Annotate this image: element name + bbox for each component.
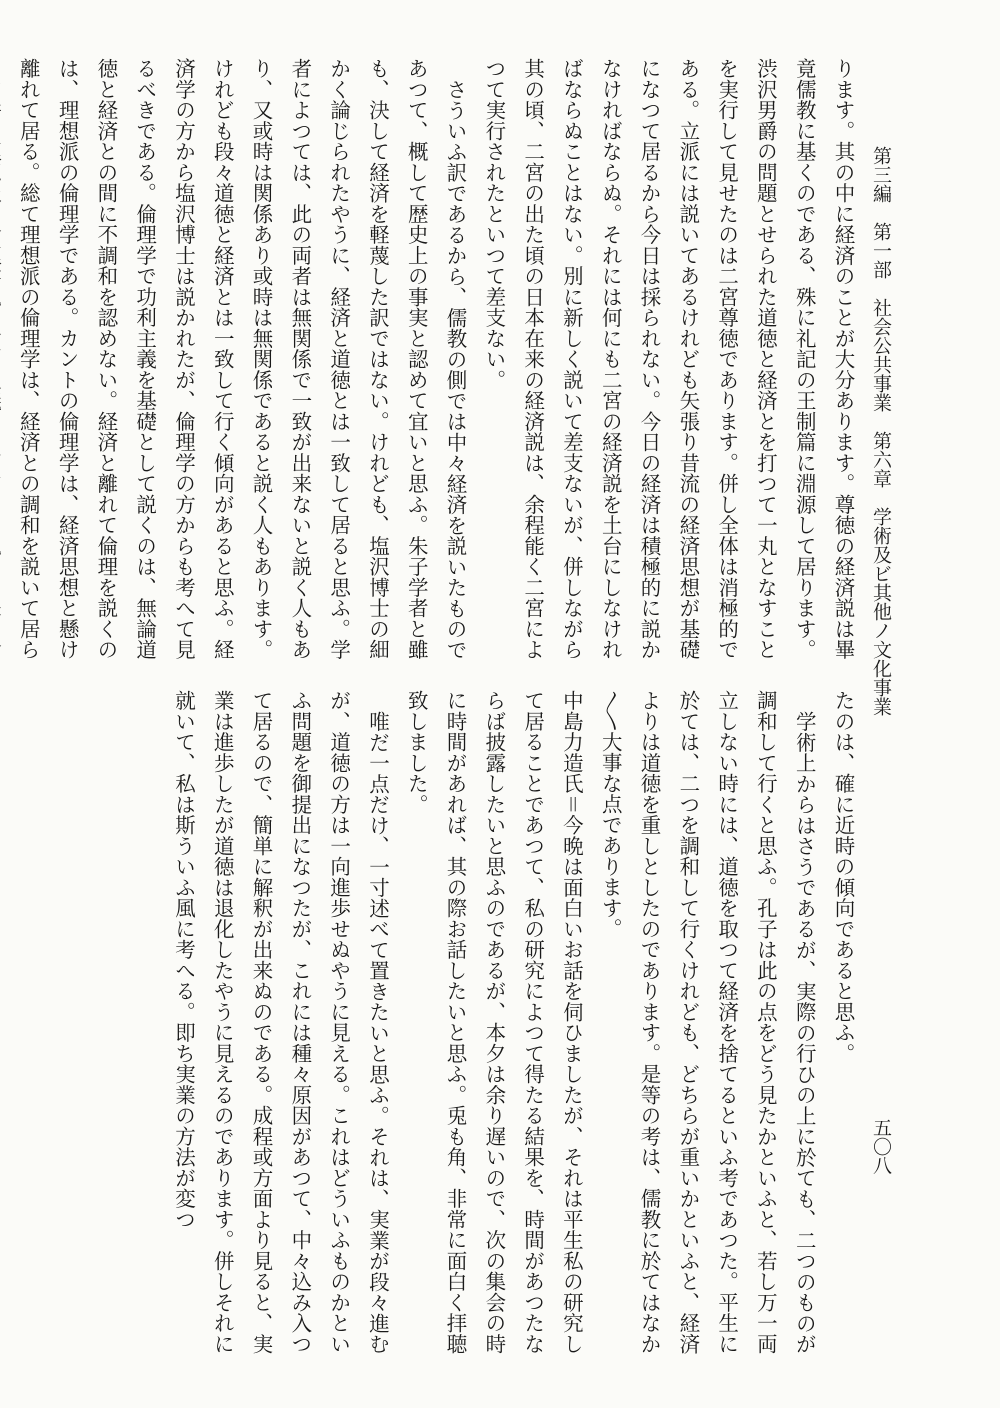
- upper-text-block: [16, 58, 862, 666]
- paragraph: 中島力造氏＝今晩は面白いお話を伺ひましたが、それは平生私の研究して居ることであつて、私の研究によつて得たる結果を、時間があつたならば披露したいと思ふのであるが、本夕は余り遅いので、次の集会の時に時間があれば、其の際お話したいと思ふ。兎も角、非常に面白く拝聴致しました。: [404, 690, 584, 1354]
- page-number: 五〇八: [870, 1118, 892, 1175]
- paragraph: 学術上からはさうであるが、実際の行ひの上に於ても、二つのものが調和して行くと思ふ。孔子は此の点をどう見たかといふと、若し万一両立しない時には、道徳を取つて経済を捨てるといふ考であつた。平生に於ては、二つを調和して行くけれども、どちらが重いかといふと、経済よりは道徳を重しとしたのであります。是等の考は、儒教に於てはなか〳〵大事な点であります。: [598, 690, 817, 1354]
- lower-text-block: [32, 690, 862, 1370]
- paragraph: さういふ訳であるから、儒教の側では中々経済を説いたものであつて、概して歴史上の事実と認めて宜いと思ふ。朱子学者と雖も、決して経済を軽蔑した訳ではない。けれども、塩沢博士の細かく論じられたやうに、経済と道徳とは一致して居ると思ふ。学者によつては、此の両者は無関係で一致が出来ないと説く人もあり、又或時は関係あり或時は無関係であると説く人もあります。けれども段々道徳と経済とは一致して行く傾向があると思ふ。経済学の方から塩沢博士は説かれたが、倫理学の方からも考へて見るべきである。倫理学で功利主義を基礎として説くのは、無論道徳と経済との間に不調和を認めない。経済と離れて倫理を説くのは、理想派の倫理学である。カントの倫理学は、経済思想と懸け離れて居る。総て理想派の倫理学は、経済との調和を説いて居ら: [16, 58, 468, 660]
- paragraph: ります。其の中に経済のことが大分あります。尊徳の経済説は畢竟儒教に基くのである、殊に礼記の王制篇に淵源して居ります。渋沢男爵の問題とせられた道徳と経済とを打つて一丸となすことを実行して見せたのは二宮尊徳であります。併し全体は消極的である。立派には説いてあるけれども矢張り昔流の経済思想が基礎になつて居るから今日は採られない。今日の経済は積極的に説かなければならぬ。それには何にも二宮の経済説を土台にしなければならぬことはない。別に新しく説いて差支ないが、併しながら其の頃、二宮の出た頃の日本在来の経済説は、余程能く二宮によつて実行されたといつて差支ない。: [481, 58, 855, 660]
- running-head: 第三編 第一部 社会公共事業 第六章 学術及ビ其他ノ文化事業: [870, 146, 892, 716]
- paragraph: たのは、確に近時の傾向であると思ふ。: [831, 690, 855, 1064]
- paragraph: 唯だ一点だけ、一寸述べて置きたいと思ふ。それは、実業が段々進むが、道徳の方は一向進歩せぬやうに見える。これはどういふものかといふ問題を御提出になつたが、これには種々原因があつて、中々込み入つて居るので、簡単に解釈が出来ぬのである。成程或方面より見ると、実業は進歩したが道徳は退化したやうに見えるのであります。併しそれに就いて、私は斯ういふ風に考へる。即ち実業の方法が変つ: [171, 690, 390, 1354]
